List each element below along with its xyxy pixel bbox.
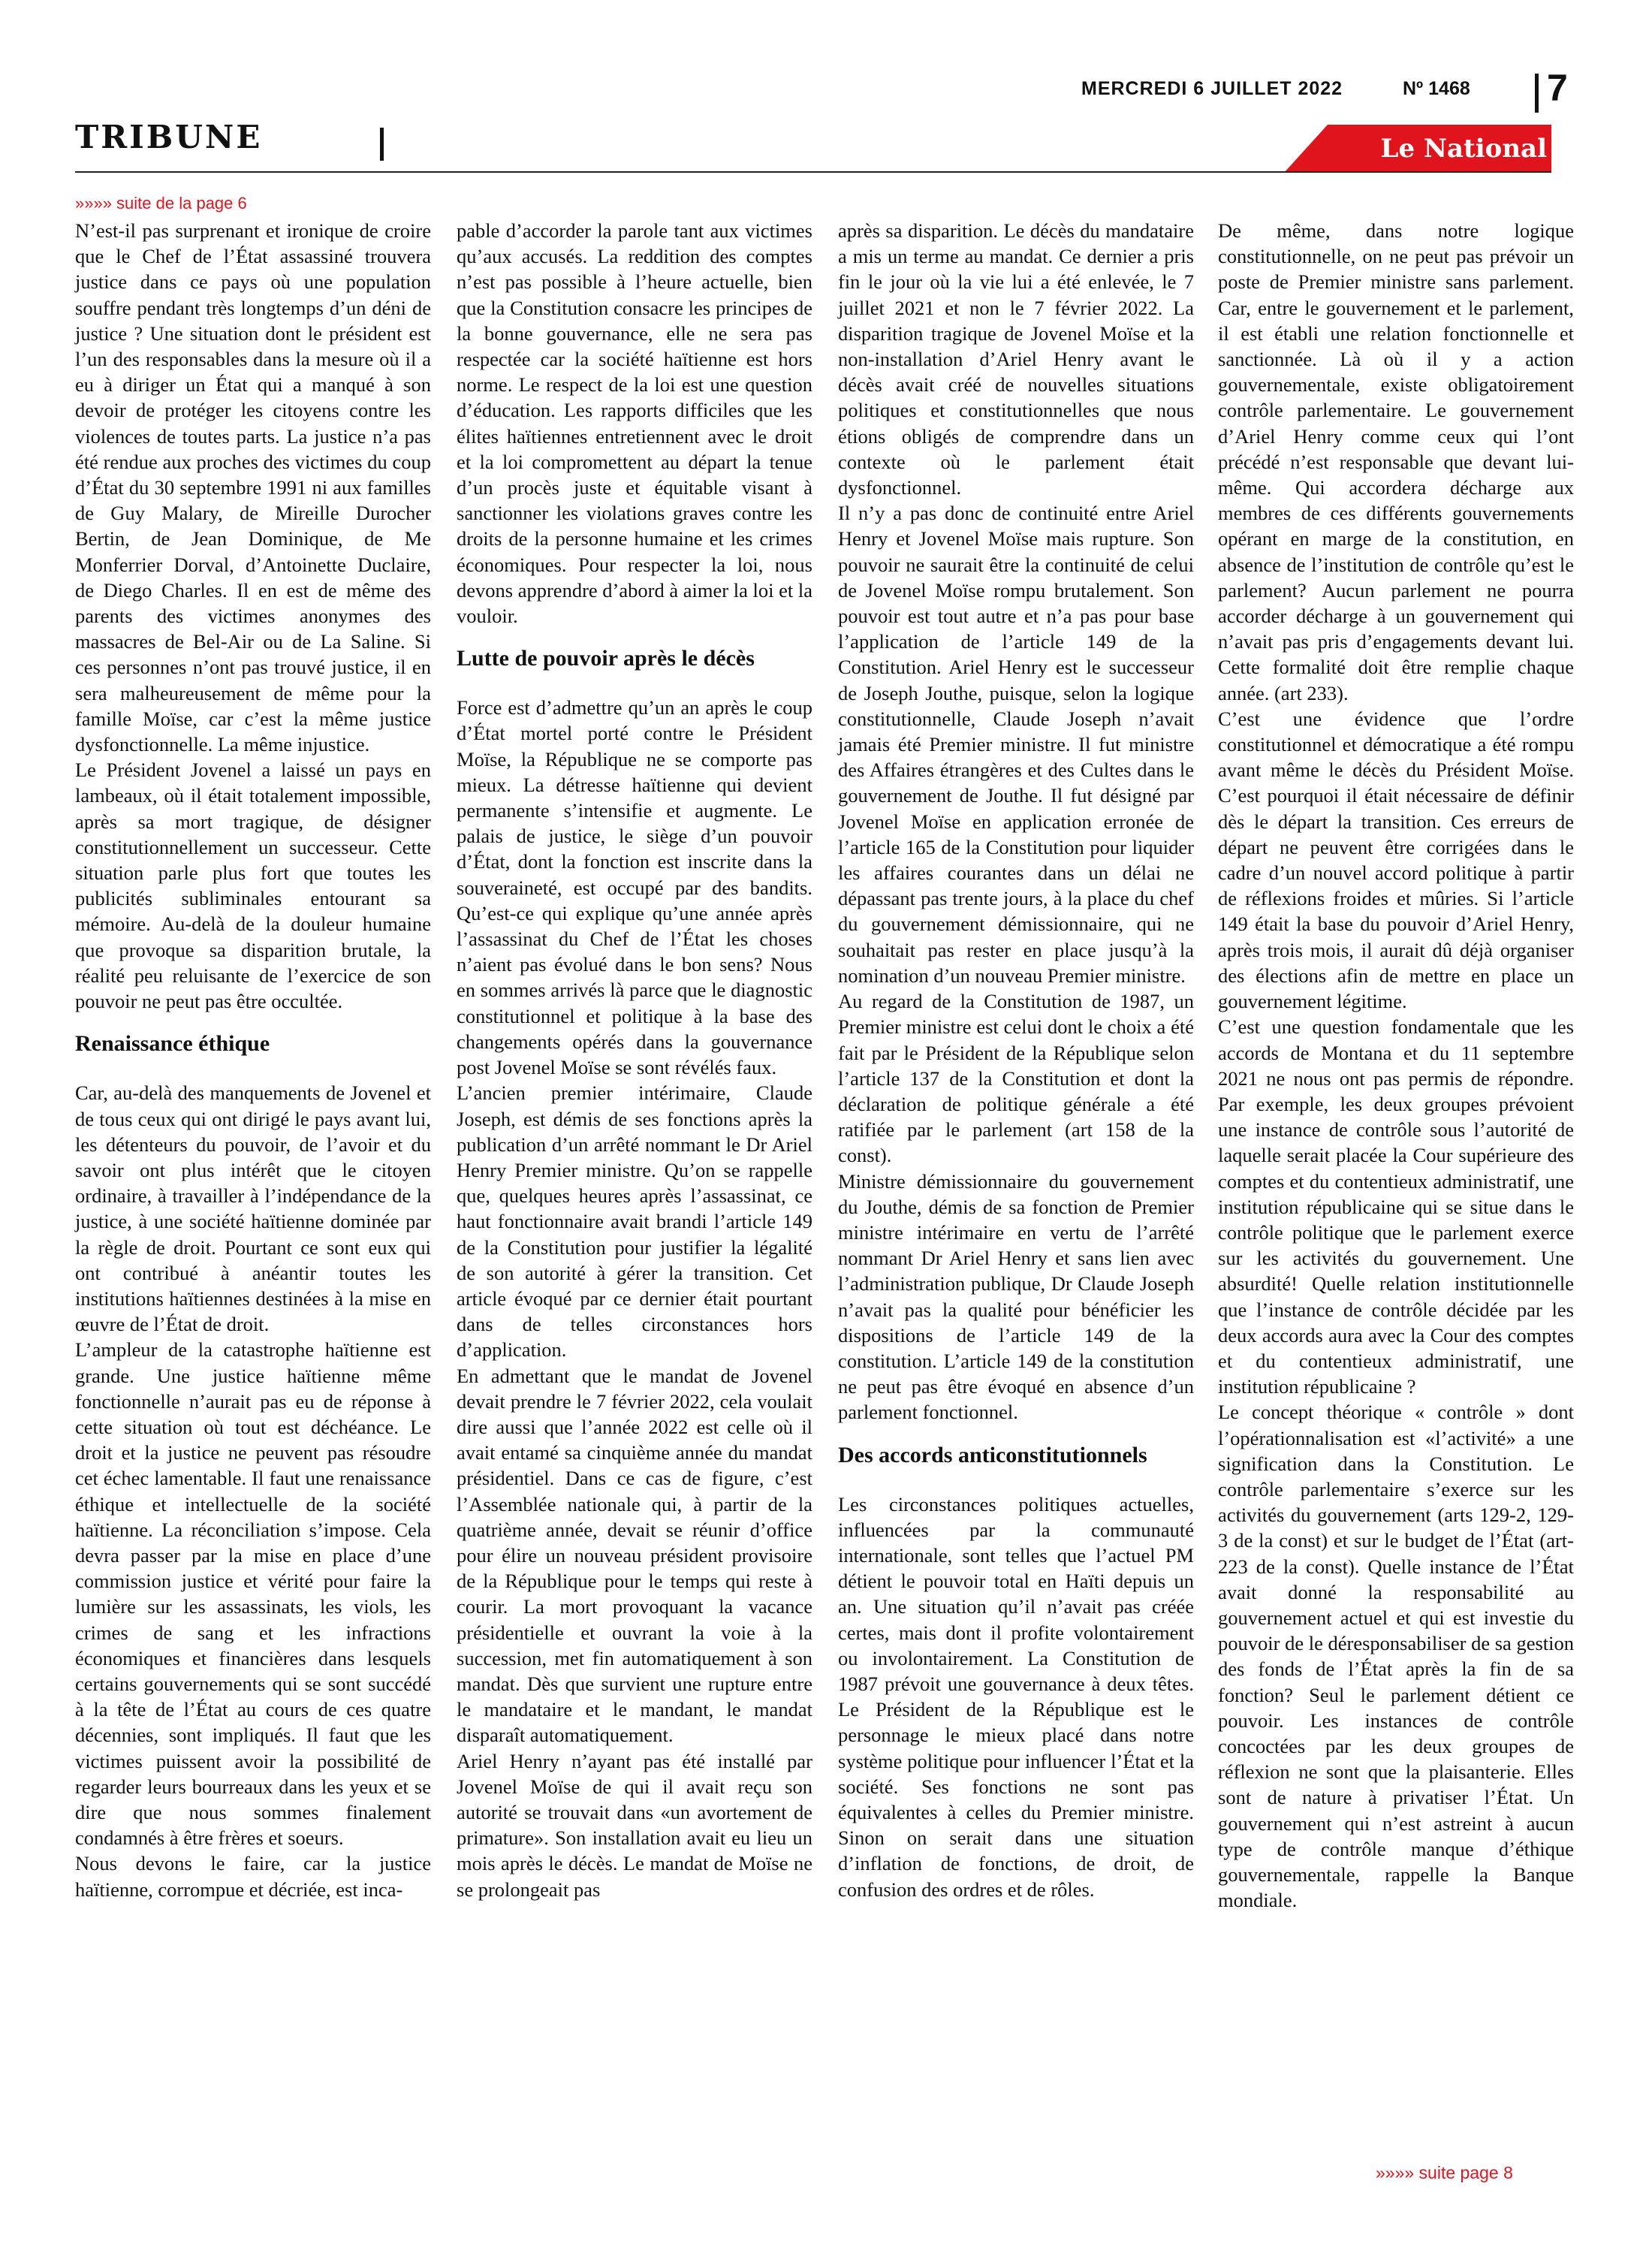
subheading: Renaissance éthique <box>75 1031 270 1057</box>
paragraph: Car, au-delà des manquements de Jovenel et de tous ceux qui ont dirigé le pays avant lui, les détenteurs du pouvoir, de l’avoir et du savoir ont plus intérêt que le citoyen ordinaire, à travailler à l’indépendance de la justice, à une société haïtienne dominée par la règle de droit. Pourtant ce sont eux qui ont contribué à anéantir toutes les institutions haïtiennes destinées à la mise en œuvre de l’État de droit. <box>75 1081 431 1336</box>
subheading: Des accords anticonstitutionnels <box>838 1442 1147 1467</box>
paragraph: C’est une évidence que l’ordre constitutionnel et démocratique a été rompu avant même le décès du Président Moïse. C’est pourquoi il était nécessaire de définir dès le départ la transition. Ces erreurs de départ ne peuvent être corrigées dans le cadre d’un nouvel accord politique à partir de réflexions froides et mûries. Si l’article 149 était la base du pouvoir d’Ariel Henry, après trois mois, il aurait dû déjà organiser des élections afin de mettre en place un gouvernement légitime. <box>1218 707 1574 1013</box>
section-title: TRIBUNE <box>75 119 263 155</box>
issue-date: MERCREDI 6 JUILLET 2022 <box>1081 78 1343 99</box>
paragraph: Ministre démissionnaire du gouvernement du Jouthe, démis de sa fonction de Premier ministre intérimaire en vertu de l’arrêté nommant Dr Ariel Henry et sans lien avec l’administration publique, Dr Claude Joseph n’avait pas la qualité pour bénéficier les dispositions de l’article 149 de la constitution. L’article 149 de la constitution ne peut pas être évoqué en absence d’un parlement fonctionnel. <box>838 1169 1194 1424</box>
paragraph: C’est une question fondamentale que les accords de Montana et du 11 septembre 2021 ne nous ont pas permis de répondre. Par exemple, les deux groupes prévoient une instance de contrôle sous l’autorité de laquelle serait placée la Cour supérieure des comptes et du contentieux administratif, une institution républicaine qui se situe dans le contrôle politique que le parlement exerce sur les activités du gouvernement. Une absurdité! Quelle relation institutionnelle que l’instance de contrôle décidée par les deux accords aura avec la Cour des comptes et du contentieux administratif, une institution républicaine ? <box>1218 1015 1574 1398</box>
paragraph: Le Président Jovenel a laissé un pays en lambeaux, où il était totalement impossible, après sa mort tragique, de désigner constitutionnellement un successeur. Cette situation parle plus fort que toutes les publicités subliminales entourant sa mémoire. Au-delà de la douleur humaine que provoque sa disparition brutale, la réalité peu reluisante de l’exercice de son pouvoir ne peut pas être occultée. <box>75 759 431 1013</box>
paragraph: En admettant que le mandat de Jovenel devait prendre le 7 février 2022, cela voulait dire aussi que l’année 2022 est celle où il avait entamé sa cinquième année du mandat présidentiel. Dans ce cas de figure, c’est l’Assemblée nationale qui, à partir de la quatrième année, devait se réunir d’office pour élire un nouveau président provisoire de la République pour le temps qui reste à courir. La mort provoquant la vacance présidentielle et ouvrant la voie à la succession, met fin automatiquement à son mandat. Dès que survient une rupture entre le mandataire et le mandant, le mandat disparaît automatiquement. <box>457 1364 812 1747</box>
subheading: Lutte de pouvoir après le décès <box>457 646 755 671</box>
paragraph: Nous devons le faire, car la justice haïtienne, corrompue et décriée, est inca- <box>75 1852 431 1901</box>
issue-number: Nº 1468 <box>1403 78 1470 99</box>
brand-band-wedge <box>1284 125 1328 173</box>
header-rule <box>75 171 1551 173</box>
paragraph: Les circonstances politiques actuelles, influencées par la communauté internationale, sont telles que l’actuel PM détient le pouvoir total en Haïti depuis un an. Une situation qu’il n’avait pas créée certes, mais dont il profite volontairement ou involontairement. La Constitution de 1987 prévoit une gouvernance à deux têtes. Le Président de la République est le personnage le mieux placé dans notre système politique pour influencer l’État et la société. Ses fonctions ne sont pas équivalentes à celles du Premier ministre. Sinon on serait dans une situation d’inflation de fonctions, de droit, de confusion des ordres et de rôles. <box>838 1492 1194 1901</box>
paragraph: Ariel Henry n’ayant pas été installé par Jovenel Moïse de qui il avait reçu son autorité se trouvait dans «un avortement de primature». Son installation avait eu lieu un mois après le décès. Le mandat de Moïse ne se prolongeait pas <box>457 1749 812 1901</box>
page-number: 7 <box>1547 67 1568 109</box>
article-column-4 <box>1218 218 1574 1913</box>
paragraph: L’ancien premier intérimaire, Claude Joseph, est démis de ses fonctions après la publication d’un arrêté nommant le Dr Ariel Henry Premier ministre. Qu’on se rappelle que, quelques heures après l’assassinat, ce haut fonctionnaire avait brandi l’article 149 de la Constitution pour justifier la légalité de son autorité à gérer la transition. Cet article évoqué par ce dernier était pourtant dans de telles circonstances hors d’application. <box>457 1081 812 1362</box>
article-column-3 <box>838 218 1194 1902</box>
paragraph: Au regard de la Constitution de 1987, un Premier ministre est celui dont le choix a été fait par le Président de la République selon l’article 137 de la Constitution et dont la déclaration de politique générale a été ratifiée par le parlement (art 158 de la const). <box>838 990 1194 1167</box>
paragraph: De même, dans notre logique constitutionnelle, on ne peut pas prévoir un poste de Premier ministre sans parlement. Car, entre le gouvernement et le parlement, il est établi une relation fonctionnelle et sanctionnée. Là où il y a action gouvernementale, existe obligatoirement contrôle parlementaire. Le gouvernement d’Ariel Henry comme ceux qui l’ont précédé n’est responsable que devant lui-même. Qui accordera décharge aux membres de ces différents gouvernements opérant en marge de la constitution, en absence de l’institution de contrôle qu’est le parlement? Aucun parlement ne pourra accorder décharge à un gouvernement qui n’avait pas pris d’engagements devant lui. Cette formalité doit être remplie chaque année. (art 233). <box>1218 219 1574 704</box>
newspaper-brand: Le National <box>1380 134 1547 164</box>
paragraph: après sa disparition. Le décès du mandataire a mis un terme au mandat. Ce dernier a pris fin le jour où la vie lui a été enlevée, le 7 juillet 2021 et non le 7 février 2022. La disparition tragique de Jovenel Moïse et la non-installation d’Ariel Henry avant le décès avait créé de nouvelles situations politiques et constitutionnelles que nous étions obligés de comprendre dans un contexte où le parlement était dysfonctionnel. <box>838 219 1194 499</box>
paragraph: pable d’accorder la parole tant aux victimes qu’aux accusés. La reddition des comptes n’est pas possible à l’heure actuelle, bien que la Constitution consacre les principes de la bonne gouvernance, elle ne sera pas respectée car la société haïtienne est hors norme. Le respect de la loi est une question d’éducation. Les rapports difficiles que les élites haïtiennes entretiennent avec le droit et la loi compromettent au départ la tenue d’un procès juste et équitable visant à sanctionner les violations graves contre les droits de la personne humaine et les crimes économiques. Pour respecter la loi, nous devons apprendre d’abord à aimer la loi et la vouloir. <box>457 219 812 628</box>
article-column-1 <box>75 218 431 1902</box>
paragraph: Force est d’admettre qu’un an après le coup d’État mortel porté contre le Président Moïse, la République ne se comporte pas mieux. La détresse haïtienne qui devient permanente s’intensifie et augmente. Le palais de justice, le siège d’un pouvoir d’État, dont la fonction est inscrite dans la souveraineté, est occupé par des bandits. Qu’est-ce qui explique qu’une année après l’assassinat du Chef de l’État les choses n’aient pas évolué dans le bon sens? Nous en sommes arrivés là parce que le diagnostic constitutionnel et politique à la base des changements opérés dans la gouvernance post Jovenel Moïse se sont révélés faux. <box>457 696 812 1079</box>
page-number-divider <box>1535 74 1539 113</box>
paragraph: Le concept théorique « contrôle » dont l’opérationnalisation est «l’activité» a une signification dans la Constitution. Le contrôle parlementaire s’exerce sur les activités du gouvernement (arts 129-2, 129-3 de la const) et sur le budget de l’État (art-223 de la const). Quelle instance de l’État avait donné la responsabilité au gouvernement actuel et qui est investie du pouvoir de le déresponsabiliser de sa gestion des fonds de l’État après la fin de sa fonction? Seul le parlement détient ce pouvoir. Les instances de contrôle concoctées par les deux groupes de réflexion ne sont que la plaisanterie. Elles sont de nature à privatiser l’État. Un gouvernement qui n’est astreint à aucun type de contrôle manque d’éthique gouvernementale, rappelle la Banque mondiale. <box>1218 1401 1574 1912</box>
paragraph: N’est-il pas surprenant et ironique de croire que le Chef de l’État assassiné trouvera justice dans ce pays où une population souffre pendant très longtemps d’un déni de justice ? Une situation dont le président est l’un des responsables dans la mesure où il a eu à diriger un État qui a manqué à son devoir de protéger les citoyens contre les violences de toutes parts. La justice n’a pas été rendue aux proches des victimes du coup d’État du 30 septembre 1991 ni aux familles de Guy Malary, de Mireille Durocher Bertin, de Jean Dominique, de Me Monferrier Dorval, d’Antoinette Duclaire, de Diego Charles. Il en est de même des parents des victimes anonymes des massacres de Bel-Air ou de La Saline. Si ces personnes n’ont pas trouvé justice, il en sera malheureusement de même pour la famille Moïse, car c’est la même justice dysfonctionnelle. La même injustice. <box>75 219 431 756</box>
continued-to-note: »»»» suite page 8 <box>1376 2163 1513 2182</box>
section-divider <box>380 128 384 161</box>
article-column-2 <box>457 218 812 1902</box>
paragraph: Il n’y a pas donc de continuité entre Ariel Henry et Jovenel Moïse mais rupture. Son pouvoir ne saurait être la continuité de celui de Jovenel Moïse rompu brutalement. Son pouvoir est tout autre et n’a pas pour base l’application de l’article 149 de la Constitution. Ariel Henry est le successeur de Joseph Jouthe, puisque, selon la logique constitutionnelle, Claude Joseph n’avait jamais été Premier ministre. Il fut ministre des Affaires étrangères et des Cultes dans le gouvernement de Jouthe. Il fut désigné par Jovenel Moïse en application erronée de l’article 165 de la Constitution pour liquider les affaires courantes dans un délai ne dépassant pas trente jours, à la place du chef du gouvernement démissionnaire, qui ne souhaitait pas rester en place jusqu’à la nomination d’un nouveau Premier ministre. <box>838 502 1194 987</box>
paragraph: L’ampleur de la catastrophe haïtienne est grande. Une justice haïtienne même fonctionnelle n’aurait pas eu de réponse à cette situation où tout est déchéance. Le droit et la justice ne peuvent pas résoudre cet échec lamentable. Il faut une renaissance éthique et intellectuelle de la société haïtienne. La réconciliation s’impose. Cela devra passer par la mise en place d’une commission justice et vérité pour faire la lumière sur les assassinats, les viols, les crimes de sang et les infractions économiques et financières dans lesquels certains gouvernements qui se sont succédé à la tête de l’État au cours de ces quatre décennies, sont impliqués. Il faut que les victimes puissent avoir la possibilité de regarder leurs bourreaux dans les yeux et se dire que nous sommes finalement condamnés à être frères et soeurs. <box>75 1338 431 1850</box>
continued-from-note: »»»» suite de la page 6 <box>75 194 247 213</box>
